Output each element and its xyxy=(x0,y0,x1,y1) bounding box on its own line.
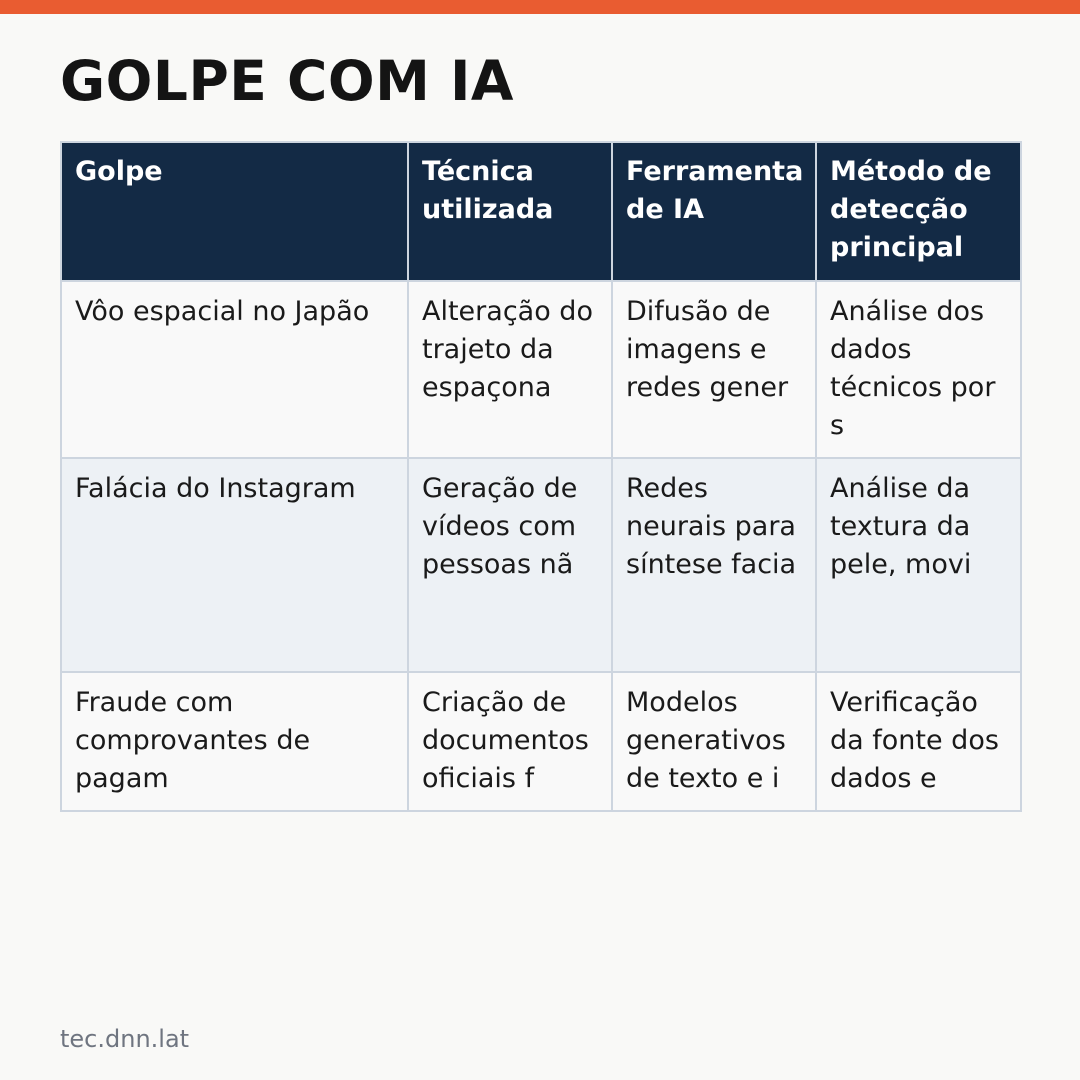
table-cell-golpe: Falácia do Instagram xyxy=(61,458,408,672)
table-cell-metodo: Análise dos dados técnicos por s xyxy=(816,281,1021,458)
table-cell-golpe: Fraude com comprovantes de pagam xyxy=(61,672,408,811)
scams-table xyxy=(60,141,1022,812)
table-cell-ferramenta: Difusão de imagens e redes gener xyxy=(612,281,816,458)
table-header-row xyxy=(61,142,1021,281)
column-header-ferramenta: Ferramenta de IA xyxy=(612,142,816,281)
table-cell-metodo: Análise da textura da pele, movi xyxy=(816,458,1021,672)
table-cell-tecnica: Alteração do trajeto da espaçona xyxy=(408,281,612,458)
table-row xyxy=(61,281,1021,458)
table-row xyxy=(61,672,1021,811)
table-cell-tecnica: Criação de documentos oficiais f xyxy=(408,672,612,811)
footer-source: tec.dnn.lat xyxy=(60,1025,190,1053)
column-header-golpe: Golpe xyxy=(61,142,408,281)
column-header-metodo: Método de detecção principal xyxy=(816,142,1021,281)
table-cell-tecnica: Geração de vídeos com pessoas nã xyxy=(408,458,612,672)
table-cell-metodo: Verificação da fonte dos dados e xyxy=(816,672,1021,811)
accent-bar xyxy=(0,0,1080,14)
table-cell-golpe: Vôo espacial no Japão xyxy=(61,281,408,458)
page-title: GOLPE COM IA xyxy=(60,49,515,113)
table-row xyxy=(61,458,1021,672)
column-header-tecnica: Técnica utilizada xyxy=(408,142,612,281)
table-cell-ferramenta: Redes neurais para síntese facia xyxy=(612,458,816,672)
table-cell-ferramenta: Modelos generativos de texto e i xyxy=(612,672,816,811)
